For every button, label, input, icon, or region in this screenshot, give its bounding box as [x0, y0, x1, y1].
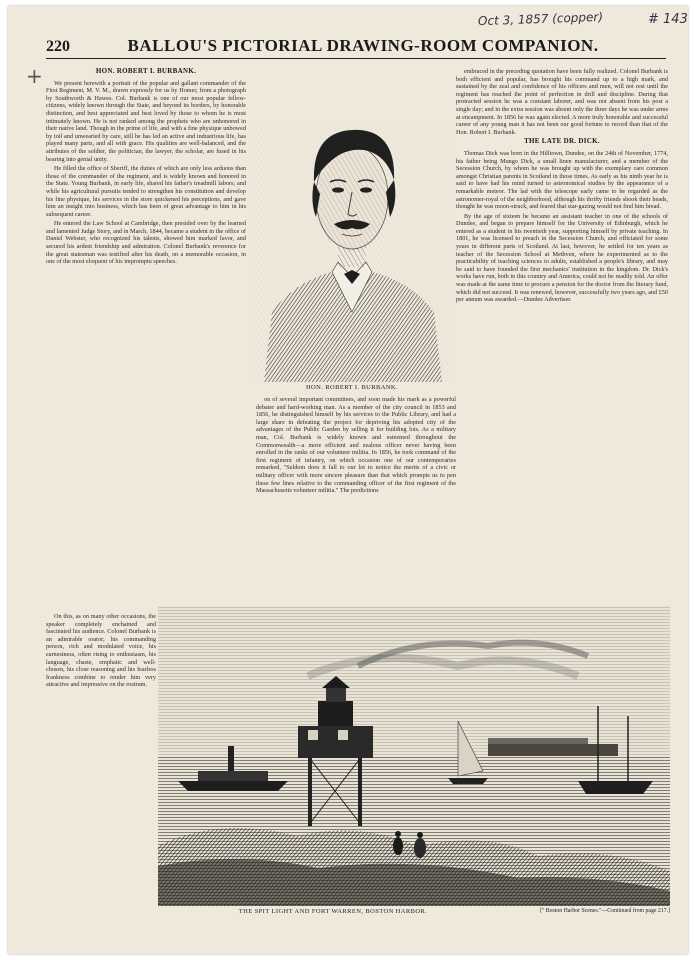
newspaper-page: [8, 6, 688, 954]
page-number: 220: [46, 38, 70, 55]
article-paragraph: embraced in the preceding quotation have been fully realized. Colonel Burbank is both efficient and popular, has brought his command up to a high mark, and sustained by the zeal and confidence of his officers and men, will not rest until the regiment has reached the point of perfection in drill and discipline. During that protracted session he was a constant laborer, and was not absent from his post a single day; and in the extra session was absent only the three days he was under arms at encampment. In 1856 he was again elected. A more truly honorable and successful career of any young man it has not been our good fortune to record than that of the Hon. Robert I. Burbank.: [456, 68, 668, 136]
handwritten-folio-number: # 143: [648, 12, 688, 27]
engraving-caption: THE SPIT LIGHT AND FORT WARREN, BOSTON HARBOR.: [238, 908, 428, 915]
article-burbank-column: [46, 68, 246, 613]
article-paragraph: We present herewith a portrait of the popular and gallant commander of the First Regiment, M. V. M., drawn expressly for us by Homer, from a photograph by Southworth & Hawes. Col. Burbank is one of our most popular fellow-citizens, widely known through the State, and beyond its borders, by honorable distinction, and best appreciated and best loved by those to whom he is most intimately known. He is not ranked among the prophets who are unhonored in their native land. Though in the prime of life, and with a fine physique unbowed by toil and unwearied by care, still he has led an active and industrious life, has played many parts, and all with grace. His qualities are well-balanced, and the attributes of the soldier, the politician, the lawyer, the scholar, are fused in his bearing into genial unity.: [46, 79, 246, 163]
harbor-engraving: [158, 606, 670, 906]
article-paragraph: Thomas Dick was born in the Hilltown, Dundee, on the 24th of November, 1774, his father being Mungo Dick, a small linen manufacturer, and a member of the Secession Church, by whom he was brought up with the exemplary care common amongst Christian parents in Scotland in those times. As early as his ninth year he is said to have had his mind turned to astronomical studies by the appearance of a remarkable meteor. The lad with the telescope early came to be regarded as the astronomer-royal of the neighborhood, although his thrifty friends shook their heads, thought he was moon-struck, and feared that star-gazing would not find him bread.: [456, 149, 668, 211]
article-paragraph: He entered the Law School at Cambridge, then presided over by the learned and lamented Judge Story, and in March, 1844, became a student in the office of Daniel Webster, who recognized his talents, showed him marked favor, and secured his ardent friendship and admiration. Colonel Burbank's reverence for the great statesman was testified after his death, on a memorable occasion, in one of the most eloquent of his impromptu speeches.: [46, 220, 246, 266]
portrait-engraving: [254, 62, 450, 382]
portrait-caption: HON. ROBERT I. BURBANK.: [305, 384, 399, 391]
article-paragraph: On this, as on many other occasions, the speaker completely enchained and fascinated his audience. Colonel Burbank is an admirable orator; his commanding person, rich and modulated voice, his earnestness, often rising to enthusiasm, his language, chaste, emphatic and well-chosen, his close reasoning and his fearless frankness combine to render him very attractive and impressive on the rostrum.: [46, 613, 156, 689]
engraving-credit: [" Boston Harbor Scenes."—Continued from page 217.]: [540, 908, 670, 914]
article-dick-column: [456, 68, 668, 598]
article-burbank-heading: HON. ROBERT I. BURBANK.: [95, 68, 197, 75]
article-burbank-continued-column: [256, 396, 456, 596]
article-dick-heading: THE LATE DR. DICK.: [524, 137, 600, 146]
handwritten-date-note: Oct 3, 1857 (copper): [477, 9, 604, 29]
article-paragraph: on of several important committees, and soon made his mark as a powerful debater and hard-working man. As a member of the city council in 1853 and 1856, he distinguished himself by his services to the Public Library, and had a large share in defeating the project for depriving his adopted city of the advantages of the Public Garden by selling it for building lots. As a military man, Col. Burbank is widely known and esteemed throughout the Commonwealth—a more efficient and zealous officer never having been enrolled in the ranks of our volunteer militia. In 1856, he took command of the first regiment of infantry, on which occasion one of our contemporaries remarked, "Seldom does it fall to our lot to notice the merits of a civic or military officer with more sincere pleasure than that which prompts us to pen these few lines relative to the commanding officer of the first regiment of the Massachusetts volunteer militia." The predictions: [256, 396, 456, 495]
masthead-title: BALLOU'S PICTORIAL DRAWING-ROOM COMPANION.: [127, 36, 599, 55]
margin-mark: +: [26, 64, 43, 88]
header-rule: [46, 58, 666, 59]
article-paragraph: He filled the office of Sheriff, the duties of which are only less arduous than those of the commander of the regiment, and is widely known and honored in the State. Young Burbank, in early life, shared his father's treadmill labors; and while his agricultural pursuits tended to strengthen his constitution and develop his fine physique, his services in the store quickened his perceptions, and gave him an insight into business, which has been of great advantage to him in his subsequent career.: [46, 165, 246, 218]
article-paragraph: By the age of sixteen he became an assistant teacher in one of the schools of Dundee, and began to prepare himself for the University of Edinburgh, which he entered as a student in his twentieth year, supporting himself by private teaching. In 1801, he was licensed to preach in the Secession Church, and officiated for some years in different parts of Scotland. At last, however, he settled for ten years as teacher of the Secession School at Methven, where he experimented as to the practicability of teaching sciences to adults, established a people's library, and may be said to have founded the first mechanics' institution in the kingdom. Dr. Dick's works have run, both in this country and America, could not be readily told. An offer was made at the same time to procure a pension for the doctor from the literary fund, which did not succeed. It was renewed, however, successfully two years ago, and £50 per annum was awarded.—Dundee Advertiser.: [456, 212, 668, 304]
article-burbank-column-lower: [46, 613, 156, 913]
